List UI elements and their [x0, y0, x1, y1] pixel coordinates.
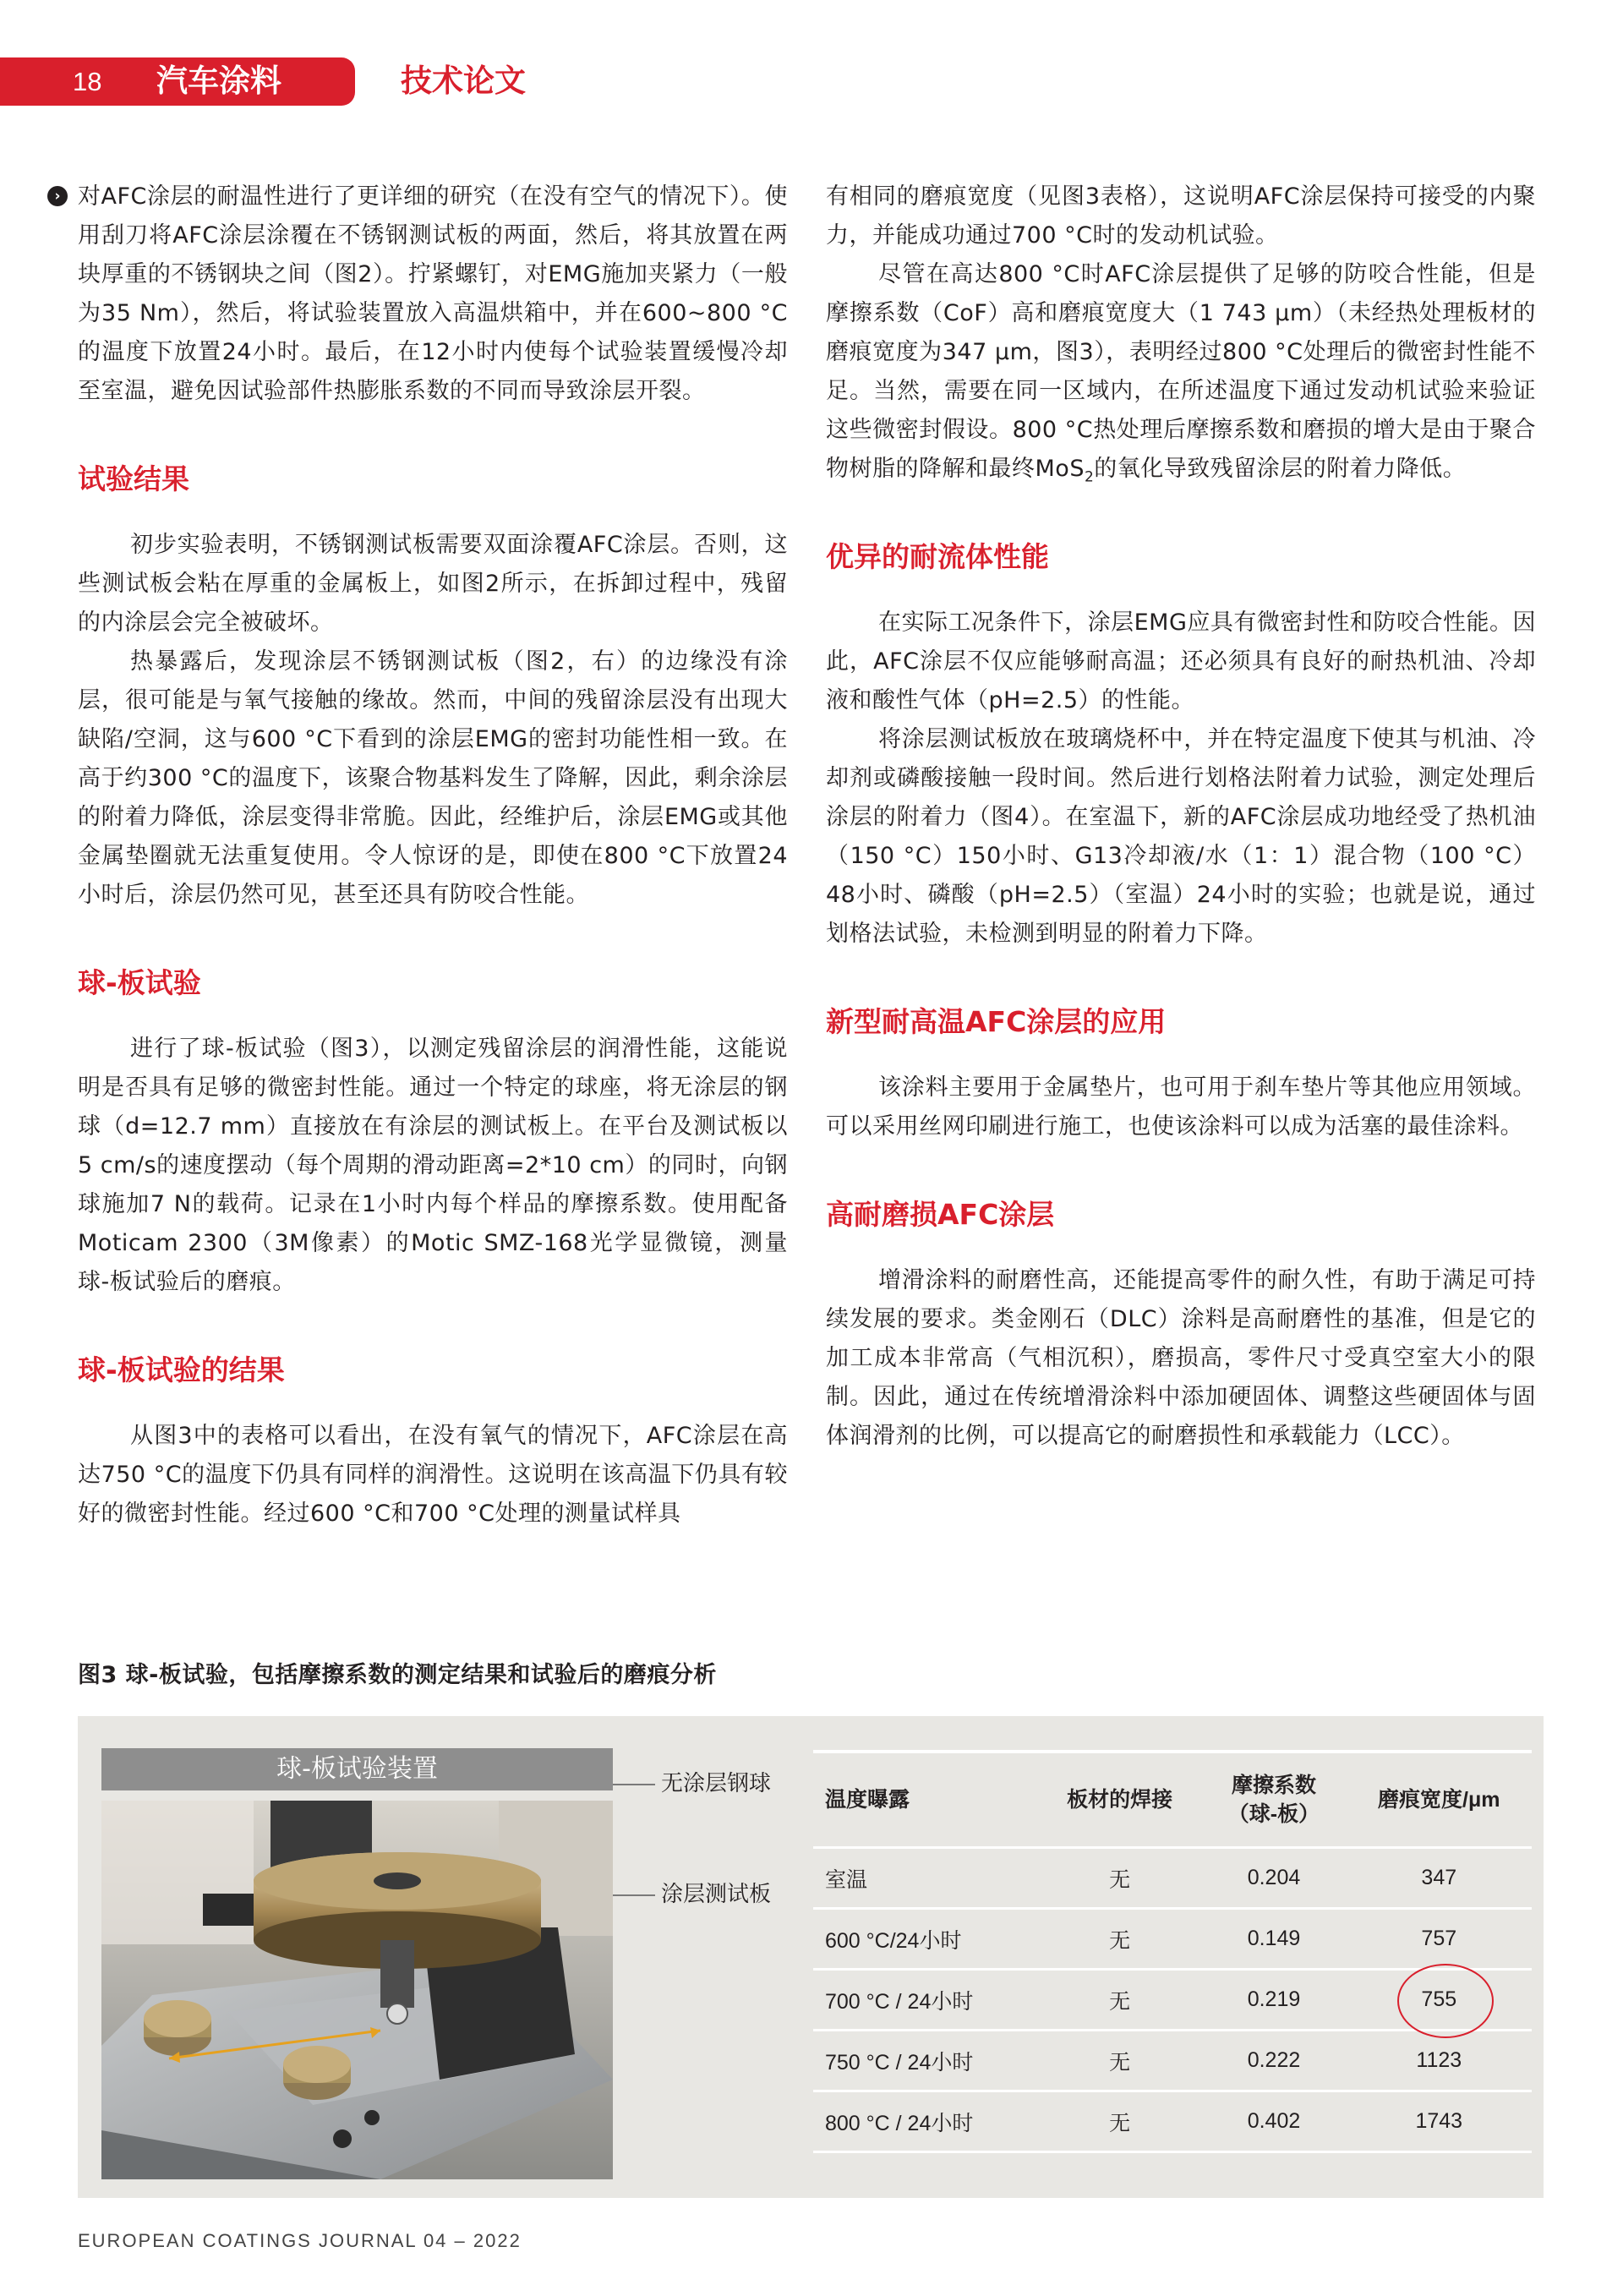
cell-cof: 0.219: [1201, 1970, 1346, 2031]
table-row: [813, 1970, 1532, 2031]
test-setup-photo: [101, 1801, 613, 2179]
column-header-welding: 板材的焊接: [1038, 1752, 1201, 1848]
cell-wear-width: 347: [1347, 1848, 1532, 1909]
cell-welding: 无: [1038, 2031, 1201, 2091]
column-header-wear-width: 磨痕宽度/μm: [1347, 1752, 1532, 1848]
cell-welding: 无: [1038, 1909, 1201, 1970]
page-number: 18: [73, 67, 102, 96]
paragraph-ball-plate-results: 从图3中的表格可以看出，在没有氧气的情况下，AFC涂层在高达750 °C的温度下仍具有同样的润滑性。这说明在该高温下仍具有较好的微密封性能。经过600 °C和700 °C处理的测量试样具: [78, 1423, 788, 1527]
label-uncoated-ball: 无涂层钢球: [661, 1771, 772, 1796]
journal-footer: EUROPEAN COATINGS JOURNAL 04 – 2022: [78, 2230, 522, 2251]
heading-ball-plate: 球-板试验: [78, 966, 201, 999]
highlight-circle: [1397, 1964, 1494, 2038]
column-header-temperature: 温度曝露: [813, 1752, 1038, 1848]
paragraph-ball-plate: 进行了球-板试验（图3），以测定残留涂层的润滑性能，这能说明是否具有足够的微密封性能。通过一个特定的球座，将无涂层的钢球（d=12.7 mm）直接放在有涂层的测试板上。在平台及测试板以5 cm/s的速度摆动（每个周期的滑动距离=2*10 cm）的同时，向钢球施加7 N的载荷。记录在1小时内每个样品的摩擦系数。使用配备Moticam 2300（3M像素）的Motic SMZ-168光学显微镜，测量球-板试验后的磨痕。: [78, 1036, 788, 1295]
highlight-wrapper: [1421, 1987, 1456, 2012]
table-row: [813, 1848, 1532, 1909]
table-row: [813, 1909, 1532, 1970]
cell-temperature: 600 °C/24小时: [813, 1909, 1038, 1970]
cell-temperature: 700 °C / 24小时: [813, 1970, 1038, 2031]
cell-cof: 0.149: [1201, 1909, 1346, 1970]
paragraph-fluid-1: 在实际工况条件下，涂层EMG应具有微密封性和防咬合性能。因此，AFC涂层不仅应能够耐高温；还必须具有良好的耐热机油、冷却液和酸性气体（pH=2.5）的性能。: [826, 610, 1536, 713]
paragraph-continued: 有相同的磨痕宽度（见图3表格），这说明AFC涂层保持可接受的内聚力，并能成功通过700 °C时的发动机试验。: [826, 183, 1536, 249]
heading-results: 试验结果: [78, 462, 189, 495]
cell-wear-width: 1123: [1347, 2031, 1532, 2091]
left-column: [54, 178, 788, 1533]
cell-wear-width: 1743: [1347, 2091, 1532, 2152]
paragraph-fluid-2: 将涂层测试板放在玻璃烧杯中，并在特定温度下使其与机油、冷却剂或磷酸接触一段时间。然后进行划格法附着力试验，测定处理后涂层的附着力（图4）。在室温下，新的AFC涂层成功地经受了热机油（150 °C）150小时、G13冷却液/水（1：1）混合物（100 °C）48小时、磷酸（pH=2.5）（室温）24小时的实验；也就是说，通过划格法试验，未检测到明显的附着力下降。: [826, 726, 1536, 947]
cell-welding: 无: [1038, 2091, 1201, 2152]
paragraph-800c-part1: 尽管在高达800 °C时AFC涂层提供了足够的防咬合性能，但是摩擦系数（CoF）高和磨痕宽度大（1 743 μm）（未经热处理板材的磨痕宽度为347 μm，图3），表明经过800 °C处理后的微密封性能不足。当然，需要在同一区域内，在所述温度下通过发动机试验来验证这些微密封假设。800 °C热处理后摩擦系数和磨损的增大是由于聚合物树脂的降解和最终MoS: [826, 261, 1536, 482]
right-column: [826, 178, 1536, 1456]
heading-fluid-resistance: 优异的耐流体性能: [826, 540, 1049, 573]
paragraph-results-1: 初步实验表明，不锈钢测试板需要双面涂覆AFC涂层。否则，这些测试板会粘在厚重的金属板上，如图2所示，在拆卸过程中，残留的内涂层会完全被破坏。: [78, 532, 788, 636]
arrow-bullet-icon: ›: [47, 186, 68, 206]
paragraph-results-2: 热暴露后，发现涂层不锈钢测试板（图2，右）的边缘没有涂层，很可能是与氧气接触的缘故。然而，中间的残留涂层没有出现大缺陷/空洞，这与600 °C下看到的涂层EMG的密封功能性相一致。在高于约300 °C的温度下，该聚合物基料发生了降解，因此，剩余涂层的附着力降低，涂层变得非常脆。因此，经维护后，涂层EMG或其他金属垫圈就无法重复使用。令人惊讶的是，即使在800 °C下放置24小时后，涂层仍然可见，甚至还具有防咬合性能。: [78, 648, 788, 908]
table-row: [813, 2091, 1532, 2152]
table-row: [813, 2031, 1532, 2091]
heading-ball-plate-results: 球-板试验的结果: [78, 1353, 285, 1386]
intro-paragraph: 对AFC涂层的耐温性进行了更详细的研究（在没有空气的情况下）。使用刮刀将AFC涂层涂覆在不锈钢测试板的两面，然后，将其放置在两块厚重的不锈钢块之间（图2）。拧紧螺钉，对EMG施加夹紧力（一般为35 Nm），然后，将试验装置放入高温烘箱中，并在600~800 °C的温度下放置24小时。最后，在12小时内使每个试验装置缓慢冷却至室温，避免因试验部件热膨胀系数的不同而导致涂层开裂。: [78, 183, 788, 404]
cell-temperature: 室温: [813, 1848, 1038, 1909]
paragraph-800c-part2: 的氧化导致残留涂层的附着力降低。: [1094, 456, 1467, 482]
pointer-line-plate: [613, 1894, 655, 1896]
cell-wear-width: 757: [1347, 1909, 1532, 1970]
pointer-line-ball: [613, 1784, 655, 1785]
cell-welding: 无: [1038, 1848, 1201, 1909]
magazine-title: 汽车涂料: [156, 63, 281, 99]
cell-cof: 0.204: [1201, 1848, 1346, 1909]
section-title: 技术论文: [401, 63, 526, 99]
paragraph-wear: 增滑涂料的耐磨性高，还能提高零件的耐久性，有助于满足可持续发展的要求。类金刚石（DLC）涂料是高耐磨性的基准，但是它的加工成本非常高（气相沉积），磨损高，零件尺寸受真空室大小的限制。因此，通过在传统增滑涂料中添加硬固体、调整这些硬固体与固体润滑剂的比例，可以提高它的耐磨损性和承载能力（LCC）。: [826, 1267, 1536, 1449]
figure-panel: [78, 1716, 1544, 2198]
cell-wear-width-highlighted: [1347, 1970, 1532, 2031]
setup-title: 球-板试验装置: [101, 1748, 613, 1790]
paragraph-application: 该涂料主要用于金属垫片，也可用于刹车垫片等其他应用领域。可以采用丝网印刷进行施工，也使该涂料可以成为活塞的最佳涂料。: [826, 1074, 1536, 1140]
cell-welding: 无: [1038, 1970, 1201, 2031]
column-header-cof: 摩擦系数 （球-板）: [1201, 1752, 1346, 1848]
cell-cof: 0.222: [1201, 2031, 1346, 2091]
results-table: [813, 1750, 1532, 2153]
cell-temperature: 800 °C / 24小时: [813, 2091, 1038, 2152]
highlighted-value: 755: [1421, 1987, 1457, 2011]
heading-wear: 高耐磨损AFC涂层: [826, 1198, 1055, 1231]
cell-temperature: 750 °C / 24小时: [813, 2031, 1038, 2091]
test-setup-illustration: [101, 1801, 613, 2179]
cell-cof: 0.402: [1201, 2091, 1346, 2152]
label-coated-plate: 涂层测试板: [661, 1882, 772, 1907]
figure-caption: 图3 球-板试验，包括摩擦系数的测定结果和试验后的磨痕分析: [78, 1662, 717, 1688]
table-header-row: [813, 1752, 1532, 1848]
subscript-2: 2: [1084, 468, 1095, 486]
intro-block: [54, 178, 788, 411]
heading-application: 新型耐高温AFC涂层的应用: [826, 1005, 1167, 1038]
paragraph-800c: [826, 255, 1536, 489]
